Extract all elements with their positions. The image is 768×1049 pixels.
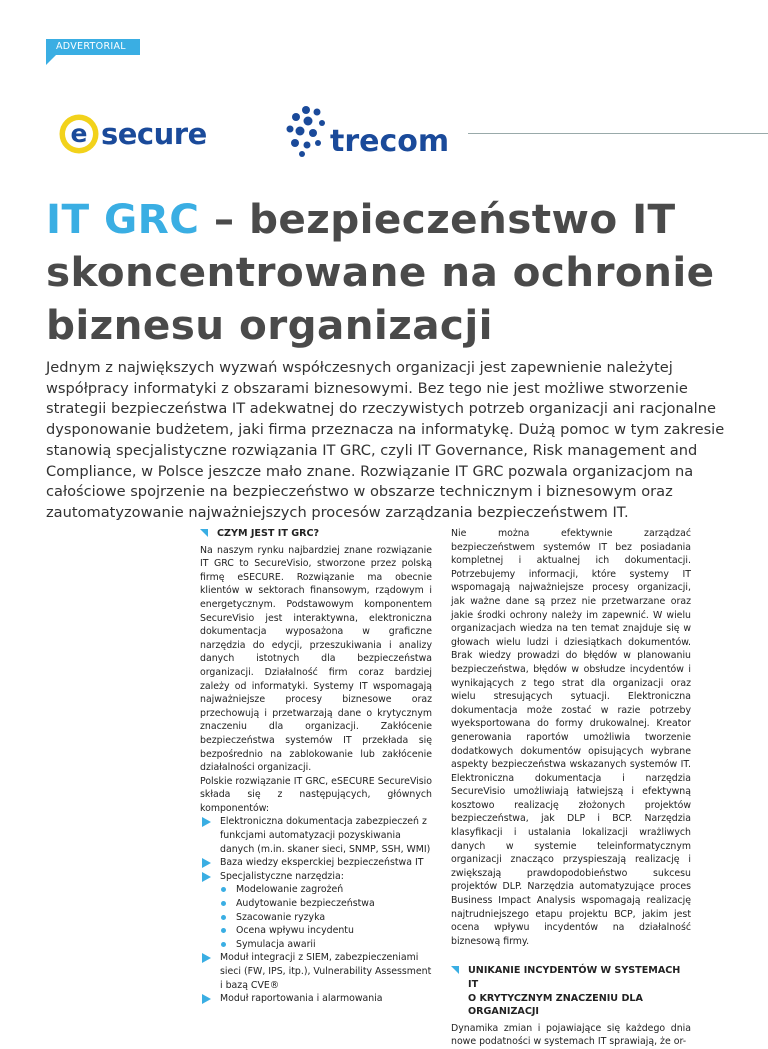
section-heading: CZYM JEST IT GRC? [200, 527, 432, 541]
list-item: Elektroniczna dokumentacja zabezpieczeń z funkcjami automatyzacji pozyskiwania danych (m.in. skaner sieci, SNMP, SSH, WMI) [200, 815, 432, 856]
paragraph: Dynamika zmian i pojawiające się każdego dnia nowe podatności w systemach IT sprawiają, że or- [451, 1022, 691, 1048]
arrow-bullet-icon [202, 872, 211, 882]
column-right [451, 527, 691, 1049]
arrow-bullet-icon [202, 858, 211, 868]
dot-bullet-icon [221, 915, 226, 920]
dot-bullet-icon [221, 942, 226, 947]
column-left [200, 527, 432, 1006]
article-lead: Jednym z największych wyzwań współczesnych organizacji jest zapewnienie należytej współpracy informatyki z obszarami biznesowymi. Bez tego nie jest możliwe stworzenie strategii bezpieczeństwa IT adekwatnej do rzeczywistych potrzeb organizacji ani racjonalne dysponowanie budżetem, jaki firma przeznacza na informatykę. Dużą pomoc w tym zakresie stanowią specjalistyczne rozwiązania IT GRC, czyli IT Governance, Risk management and Compliance, w Polsce jeszcze mało znane. Rozwiązanie IT GRC pozwala organizacjom na całościowe spojrzenie na bezpieczeństwo w obszarze technicznym i biznesowym oraz zautomatyzowanie najważniejszych procesów zarządzania bezpieczeństwem IT. [46, 359, 725, 521]
article-title [46, 193, 746, 352]
list-item: Moduł raportowania i alarmowania [200, 992, 432, 1006]
paragraph: Nie można efektywnie zarządzać bezpieczeństwem systemów IT bez posiadania kompletnej i aktualnej ich dokumentacji. Potrzebujemy informacji, które systemy IT wspomagają najważniejsze procesy organizacji, jak ważne dane są przez nie przetwarzane oraz jakie środki ochrony należy im zapewnić. W wielu organizacjach wiedza na ten temat znajduje się w głowach wielu ludzi i dziesiątkach dokumentów. Brak wiedzy prowadzi do błędów w planowaniu bezpieczeństwa, błędów w obsłudze incydentów i wynikających z tego strat dla organizacji oraz wielu stresujących sytuacji. Elektroniczna dokumentacja może zostać w razie potrzeby wyeksportowana do formy drukowalnej. Kreator generowania raportów umożliwia tworzenie dodatkowych dokumentów opisujących wybrane aspekty bezpieczeństwa wskazanych systemów IT. Elektroniczna dokumentacja i narzędzia SecureVisio umożliwiają łatwiejszą i efektywną kosztowo realizację złożonych projektów bezpieczeństwa, jak DLP i BCP. Narzędzia klasyfikacji i ustalania lokalizacji wrażliwych danych w systemie teleinformatycznym organizacji znacząco przyspieszają realizację i zwiększają prawdopodobieństwo sukcesu projektów DLP. Narzędzia automatyzujące proces Business Impact Analysis wspomagają realizację najtrudniejszego etapu projektu BCP, jakim jest ocena wpływu incydentów na działalność biznesową firmy. [451, 528, 691, 947]
title-highlight: IT GRC [46, 195, 200, 243]
component-list [200, 815, 432, 1005]
arrow-bullet-icon [202, 817, 211, 827]
heading-marker-icon [200, 529, 208, 537]
list-item: Baza wiedzy eksperckiej bezpieczeństwa IT [200, 856, 432, 870]
list-item: Moduł integracji z SIEM, zabezpieczeniami sieci (FW, IPS, itp.), Vulnerability Assessment i bazą CVE® [200, 951, 432, 992]
dot-bullet-icon [221, 901, 226, 906]
sponsor-logos [58, 103, 478, 163]
paragraph: Polskie rozwiązanie IT GRC, eSECURE SecureVisio składa się z następujących, głównych komponentów: [200, 775, 432, 814]
sublist-item: Szacowanie ryzyka [220, 911, 432, 925]
esecure-logo-letter: e [70, 119, 88, 148]
paragraph: Na naszym rynku najbardziej znane rozwiązanie IT GRC to SecureVisio, stworzone przez polską firmę eSECURE. Rozwiązanie ma obecnie klientów w sektorach finansowym, rządowym i energetycznym. Podstawowym komponentem SecureVisio jest interaktywna, elektroniczna dokumentacja wyposażona w graficzne narzędzia do edycji, przeszukiwania i analizy danych istotnych dla bezpieczeństwa organizacji. Działalność firm coraz bardziej zależy od informatyki. Systemy IT wspomagają najważniejsze procesy biznesowe oraz przechowują i przetwarzają dane o krytycznym znaczeniu dla organizacji. Zakłócenie bezpieczeństwa systemów IT przekłada się bezpośrednio na zablokowanie lub zakłócenie działalności organizacji. [200, 544, 432, 774]
header-divider [468, 133, 768, 134]
arrow-bullet-icon [202, 953, 211, 963]
advertorial-tag: ADVERTORIAL [46, 39, 140, 55]
tools-sublist [220, 883, 432, 951]
dot-bullet-icon [221, 887, 226, 892]
section-heading: UNIKANIE INCYDENTÓW W SYSTEMACH IT O KRYTYCZNYM ZNACZENIU DLA ORGANIZACJI [451, 964, 691, 1018]
arrow-bullet-icon [202, 994, 211, 1004]
advertorial-tag-tail [46, 55, 56, 65]
trecom-logo [284, 103, 484, 159]
title-line2: skoncentrowane na ochronie [46, 248, 715, 296]
sublist-item: Audytowanie bezpieczeństwa [220, 897, 432, 911]
sublist-item: Symulacja awarii [220, 938, 432, 952]
sublist-item: Ocena wpływu incydentu [220, 924, 432, 938]
heading-marker-icon [451, 966, 459, 974]
trecom-logo-text: trecom [330, 124, 450, 159]
list-item: Specjalistyczne narzędzia: Modelowanie zagrożeń Audytowanie bezpieczeństwa Szacowanie ryzyka Ocena wpływu incydentu Symulacja awarii [200, 870, 432, 952]
title-line3: biznesu organizacji [46, 301, 493, 349]
esecure-logo [58, 113, 254, 155]
trecom-dots-icon [287, 106, 326, 157]
sublist-item: Modelowanie zagrożeń [220, 883, 432, 897]
esecure-logo-text: secure [101, 117, 207, 151]
dot-bullet-icon [221, 928, 226, 933]
title-line1-rest: – bezpieczeństwo IT [199, 195, 676, 243]
